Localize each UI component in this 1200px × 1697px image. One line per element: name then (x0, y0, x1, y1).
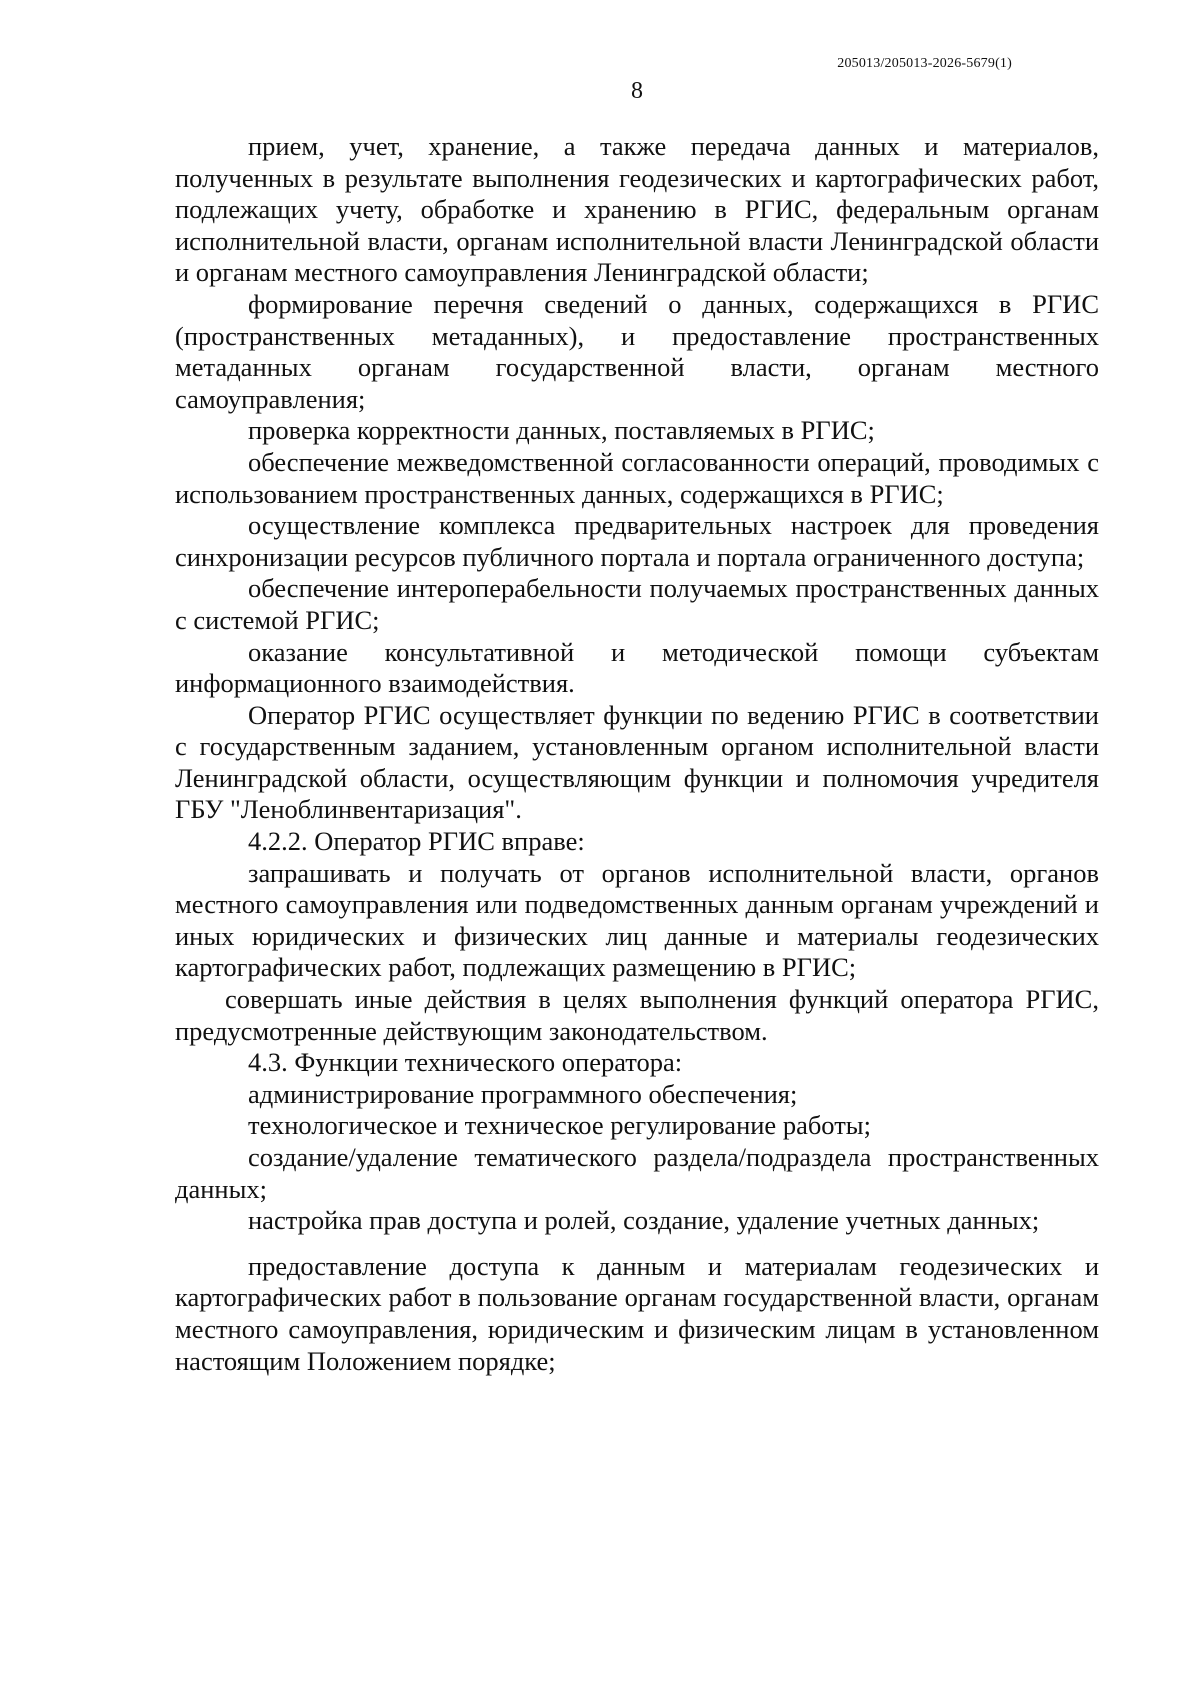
document-id: 205013/205013-2026-5679(1) (837, 56, 1012, 71)
paragraph: настройка прав доступа и ролей, создание, удаление учетных данных; (248, 1205, 1040, 1236)
page-number: 8 (631, 78, 643, 104)
paragraph: формирование перечня сведений о данных, содержащихся в РГИС (пространственных метаданных), и предоставление пространственных метаданных органам государственной власти, органам местного самоуправления; (175, 288, 1099, 414)
paragraph: проверка корректности данных, поставляемых в РГИС; (248, 415, 875, 446)
section-heading: 4.2.2. Оператор РГИС вправе: (248, 826, 585, 857)
paragraph: обеспечение межведомственной согласованности операций, проводимых с использованием пространственных данных, содержащихся в РГИС; (175, 446, 1099, 509)
paragraph: технологическое и техническое регулирование работы; (248, 1110, 871, 1141)
paragraph: администрирование программного обеспечения; (248, 1078, 798, 1109)
paragraph: Оператор РГИС осуществляет функции по ведению РГИС в соответствии с государственным заданием, установленным органом исполнительной власти Ленинградской области, осуществляющим функции и полномочия учредителя ГБУ "Леноблинвентаризация". (175, 699, 1099, 825)
paragraph: создание/удаление тематического раздела/подраздела пространственных данных; (175, 1142, 1099, 1204)
section-heading: 4.3. Функции технического оператора: (248, 1047, 683, 1078)
paragraph: обеспечение интероперабельности получаемых пространственных данных с системой РГИС; (175, 573, 1099, 635)
document-body (175, 131, 1099, 1377)
paragraph: запрашивать и получать от органов исполнительной власти, органов местного самоуправления или подведомственных данным органам учреждений и иных юридических и физических лиц данные и материалы геодезических картографических работ, подлежащих размещению в РГИС; (175, 857, 1099, 983)
paragraph: оказание консультативной и методической помощи субъектам информационного взаимодействия. (175, 636, 1099, 699)
paragraph: осуществление комплекса предварительных настроек для проведения синхронизации ресурсов публичного портала и портала ограниченного доступа; (175, 510, 1099, 572)
paragraph: предоставление доступа к данным и материалам геодезических и картографических работ в пользование органам государственной власти, органам местного самоуправления, юридическим и физическим лицам в установленном настоящим Положением порядке; (175, 1250, 1099, 1376)
paragraph: прием, учет, хранение, а также передача данных и материалов, полученных в результате выполнения геодезических и картографических работ, подлежащих учету, обработке и хранению в РГИС, федеральным органам исполнительной власти, органам исполнительной власти Ленинградской области и органам местного самоуправления Ленинградской области; (175, 131, 1099, 288)
paragraph: совершать иные действия в целях выполнения функций оператора РГИС, предусмотренные действующим законодательством. (175, 984, 1099, 1046)
